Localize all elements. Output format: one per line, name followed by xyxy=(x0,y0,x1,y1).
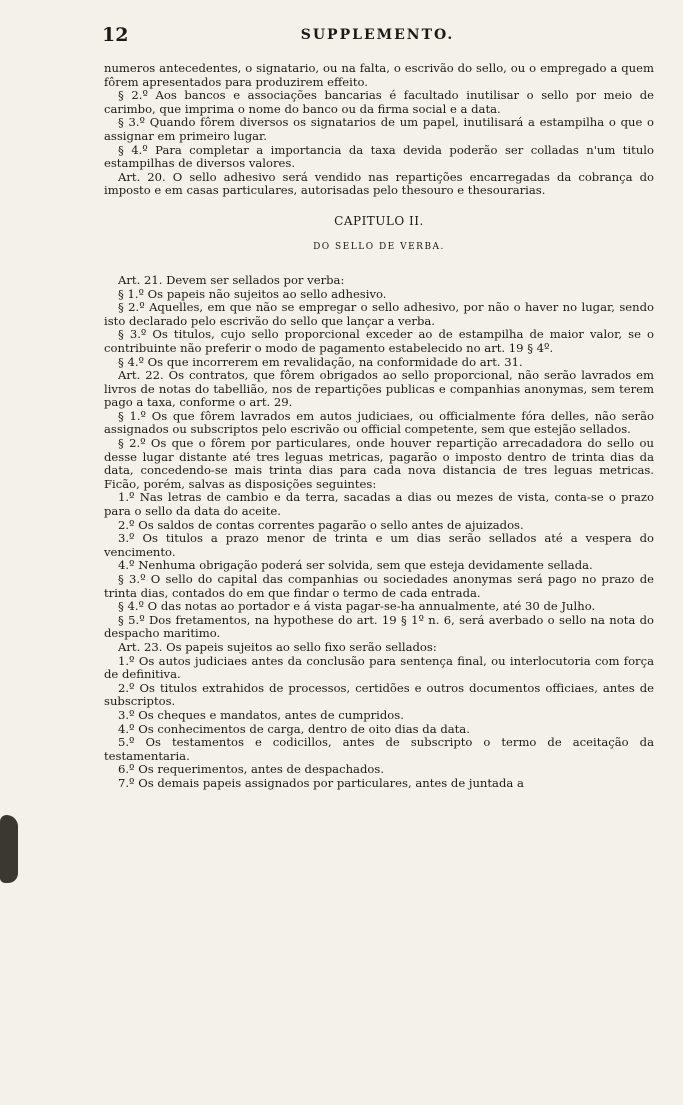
paragraph: Art. 20. O sello adhesivo será vendido nas repartições encarregadas da cobrança do imposto e em casas particulares, autorisadas pelo thesouro e thesourarias. xyxy=(104,169,654,198)
paragraph: § 5.º Dos fretamentos, na hypothese do art. 19 § 1º n. 6, será averbado o sello na nota do despacho maritimo. xyxy=(104,612,654,641)
paragraph: § 4.º O das notas ao portador e á vista pagar-se-ha annualmente, até 30 de Julho. xyxy=(118,599,596,614)
paragraph: 2.º Os saldos de contas correntes pagarão o sello antes de ajuizados. xyxy=(118,517,524,532)
running-title: SUPPLEMENTO. xyxy=(300,27,455,43)
ink-blot xyxy=(0,815,18,883)
paragraph: 3.º Os cheques e mandatos, antes de cumpridos. xyxy=(118,707,404,722)
paragraph: 6.º Os requerimentos, antes de despachados. xyxy=(118,762,384,777)
paragraph: § 2.º Os que o fôrem por particulares, onde houver repartição arrecadadora do sello ou desse lugar distante até tres leguas metricas, pagarão o imposto dentro de trinta dias da data, concedendo-se mais trinta dias para cada nova distancia de tres leguas metricas. Ficão, porém, salvas as disposições seguintes: xyxy=(104,436,654,491)
paragraph: § 1.º Os papeis não sujeitos ao sello adhesivo. xyxy=(118,286,387,301)
paragraph: § 3.º Os titulos, cujo sello proporcional exceder ao de estampilha de maior valor, se o contribuinte não preferir o modo de pagamento estabelecido no art. 19 § 4º. xyxy=(104,327,654,355)
paragraph: § 4.º Para completar a importancia da taxa devida poderão ser colladas n'um titulo estampilhas de diversos valores. xyxy=(104,142,654,171)
paragraph: 5.º Os testamentos e codicillos, antes de subscripto o termo de aceitação da testamentaria. xyxy=(104,735,654,763)
paragraph: 2.º Os titulos extrahidos de processos, certidões e outros documentos officiaes, antes de subscriptos. xyxy=(104,680,654,709)
paragraph: § 1.º Os que fôrem lavrados em autos judiciaes, ou officialmente fóra delles, não serão assignados ou subscriptos pelo escrivão ou official competente, sem que estejão sellados. xyxy=(104,408,654,437)
paragraph: § 4.º Os que incorrerem em revalidação, na conformidade do art. 31. xyxy=(118,354,523,369)
paragraph: Art. 22. Os contratos, que fôrem obrigados ao sello proporcional, não serão lavrados em livros de notas do tabellião, nos de repartições publicas e companhias anonymas, sem terem pago a taxa, conforme o art. 29. xyxy=(104,368,654,410)
paragraph: 4.º Os conhecimentos de carga, dentro de oito dias da data. xyxy=(118,721,470,736)
paragraph: Art. 23. Os papeis sujeitos ao sello fixo serão sellados: xyxy=(118,639,437,654)
page-number: 12 xyxy=(102,24,129,46)
paragraph: § 2.º Aos bancos e associações bancarias é facultado inutilisar o sello por meio de carimbo, que imprima o nome do banco ou da firma social e a data. xyxy=(104,88,654,116)
paragraph: § 3.º Quando fôrem diversos os signatarios de um papel, inutilisará a estampilha o que o assignar em primeiro lugar. xyxy=(104,115,654,143)
paragraph: § 3.º O sello do capital das companhias ou sociedades anonymas será pago no prazo de trinta dias, contados do em que findar o termo de cada entrada. xyxy=(104,572,654,600)
paragraph: 3.º Os titulos a prazo menor de trinta e um dias serão sellados até a vespera do vencimento. xyxy=(104,531,654,559)
section-title: DO SELLO DE VERBA. xyxy=(313,241,445,252)
paragraph: Art. 21. Devem ser sellados por verba: xyxy=(118,272,345,287)
paragraph: numeros antecedentes, o signatario, ou na falta, o escrivão do sello, ou o empregado a quem fôrem apresentados para produzirem effeito. xyxy=(104,61,654,89)
page-body xyxy=(104,62,654,791)
page-header xyxy=(102,24,653,46)
paragraph: 4.º Nenhuma obrigação poderá ser solvida, sem que esteja devidamente sellada. xyxy=(118,558,593,573)
chapter-title: CAPITULO II. xyxy=(334,213,424,228)
paragraph: 1.º Nas letras de cambio e da terra, sacadas a dias ou mezes de vista, conta-se o prazo para o sello da data do aceite. xyxy=(104,490,654,519)
paragraph: 1.º Os autos judiciaes antes da conclusão para sentença final, ou interlocutoria com força de definitiva. xyxy=(104,653,654,682)
paragraph: 7.º Os demais papeis assignados por particulares, antes de juntada a xyxy=(118,775,524,790)
paragraph: § 2.º Aquelles, em que não se empregar o sello adhesivo, por não o haver no lugar, sendo isto declarado pelo escrivão do sello que lançar a verba. xyxy=(104,300,654,328)
